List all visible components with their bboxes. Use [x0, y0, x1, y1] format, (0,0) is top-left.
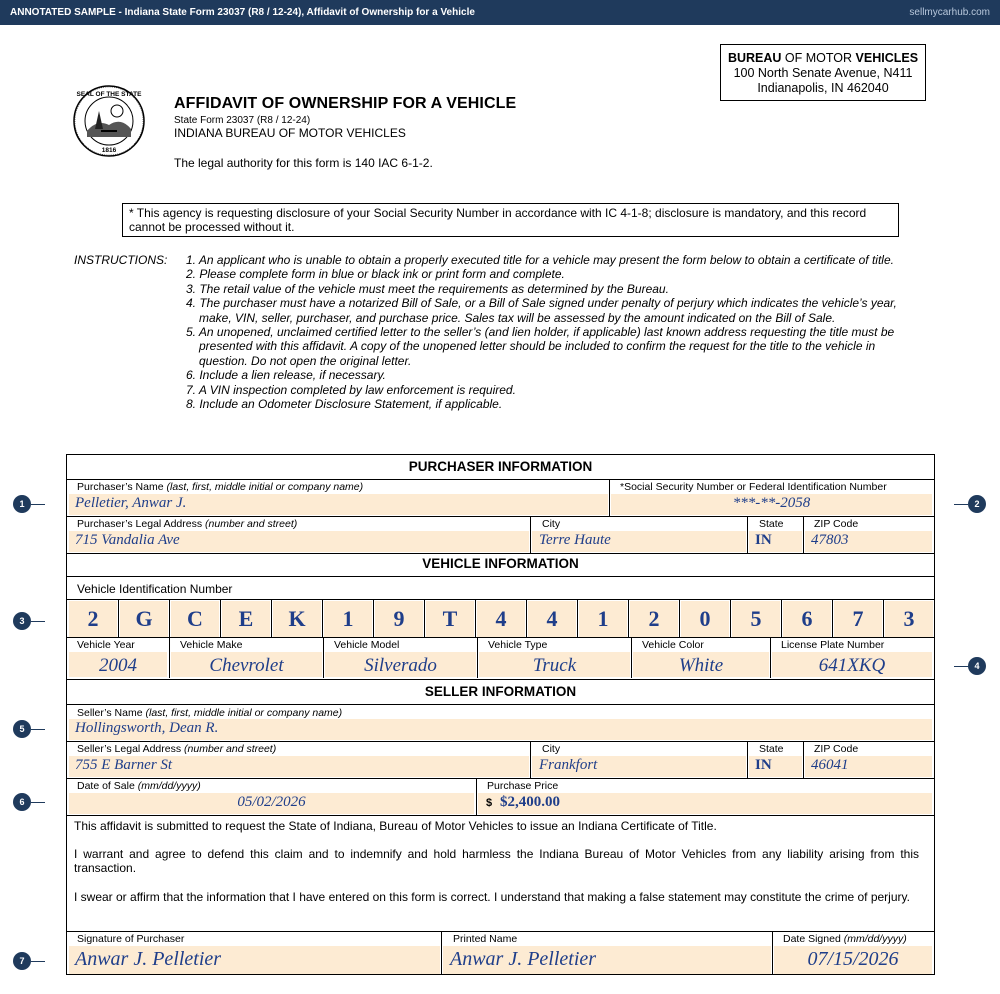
seller-address-value: 755 E Barner St	[75, 757, 173, 773]
purchaser-name-label: Purchaser’s Name (last, first, middle initial or company name)	[77, 481, 364, 493]
seller-address-label: Seller’s Legal Address (number and street)	[77, 743, 277, 755]
date-of-sale-label: Date of Sale (mm/dd/yyyy)	[77, 780, 201, 792]
purchaser-name-value: Pelletier, Anwar J.	[75, 495, 187, 511]
legal-authority: The legal authority for this form is 140 IAC 6-1-2.	[174, 156, 433, 170]
instruction-item: 8. Include an Odometer Disclosure Statement, if applicable.	[186, 397, 503, 412]
vehicle-model-label: Vehicle Model	[334, 639, 400, 651]
instruction-item: 4. The purchaser must have a notarized Bill of Sale, or a Bill of Sale signed under penalty of perjury which indicates the vehicle’s year, make, VIN, seller, purchaser, and purchase price. Sales tax will be assessed by the amount indicated on the Bill of Sale.	[186, 296, 897, 325]
printed-name-label: Printed Name	[453, 933, 518, 945]
annotation-marker-4: 4	[968, 657, 986, 675]
ssn-label: *Social Security Number or Federal Identification Number	[620, 481, 887, 493]
currency-symbol: $	[486, 797, 493, 809]
banner-title: ANNOTATED SAMPLE - Indiana State Form 23037 (R8 / 12-24), Affidavit of Ownership for a Vehicle	[10, 7, 475, 18]
vin-character[interactable]: 2	[630, 601, 678, 637]
instruction-item: 2. Please complete form in blue or black ink or print form and complete.	[186, 267, 565, 282]
purchaser-zip-label: ZIP Code	[814, 518, 859, 530]
instructions-list	[186, 253, 916, 411]
bmv-address-box: BUREAU OF MOTOR VEHICLES 100 North Senate Avenue, N411 Indianapolis, IN 462040	[720, 44, 926, 101]
svg-text:1816: 1816	[101, 147, 117, 154]
license-plate-label: License Plate Number	[781, 639, 885, 651]
bmv-street: 100 North Senate Avenue, N411	[733, 66, 913, 80]
printed-name-value: Anwar J. Pelletier	[450, 948, 597, 970]
seller-name-label: Seller’s Name (last, first, middle initial or company name)	[77, 707, 343, 719]
vin-character[interactable]: 0	[681, 601, 729, 637]
purchase-price-label: Purchase Price	[487, 780, 559, 792]
vin-character[interactable]: 4	[528, 601, 576, 637]
date-of-sale-value: 05/02/2026	[237, 794, 306, 810]
vehicle-type-value: Truck	[532, 655, 577, 676]
vin-character[interactable]: 1	[324, 601, 372, 637]
vehicle-color-label: Vehicle Color	[642, 639, 704, 651]
vin-character[interactable]: 6	[783, 601, 831, 637]
vehicle-color-value: White	[678, 655, 724, 676]
vin-character[interactable]: G	[120, 601, 168, 637]
seller-zip-value: 46041	[811, 757, 849, 773]
purchaser-address-value: 715 Vandalia Ave	[75, 532, 180, 548]
seller-city-label: City	[542, 743, 561, 755]
license-plate-value: 641XKQ	[818, 655, 886, 676]
vin-character[interactable]: 9	[375, 601, 423, 637]
vin-character[interactable]: C	[171, 601, 219, 637]
purchaser-section-heading: PURCHASER INFORMATION	[408, 459, 593, 474]
banner-site: sellmycarhub.com	[909, 7, 990, 18]
vin-character[interactable]: 3	[885, 601, 933, 637]
instruction-item: 5. An unopened, unclaimed certified letter to the seller’s (and lien holder, if applicable) last known address requesting the title must be presented with this affidavit. A copy of the unopened letter should be included to confirm the request for the title to the vehicle in question. Do not open the original letter.	[186, 325, 895, 368]
top-banner	[0, 0, 1000, 25]
ssn-value: ***-**-2058	[732, 495, 811, 511]
purchase-price-value: $2,400.00	[500, 794, 560, 810]
state-form-number: State Form 23037 (R8 / 12-24)	[174, 115, 311, 126]
bmv-city: Indianapolis, IN 462040	[757, 81, 889, 95]
instruction-item: 6. Include a lien release, if necessary.	[186, 368, 386, 383]
vehicle-year-label: Vehicle Year	[77, 639, 135, 651]
state-seal-icon	[73, 85, 145, 157]
affidavit-paragraph-3: I swear or affirm that the information that I have entered on this form is correct. I understand that making a false statement may constitute the crime of perjury.	[74, 890, 910, 904]
purchaser-city-value: Terre Haute	[539, 532, 611, 548]
affidavit-paragraph-2: I warrant and agree to defend this claim and to indemnify and hold harmless the Indiana Bureau of Motor Vehicles from any liability arising from this transaction.	[74, 847, 919, 875]
document-title: AFFIDAVIT OF OWNERSHIP FOR A VEHICLE	[174, 95, 517, 112]
seller-state-label: State	[759, 743, 784, 755]
vehicle-section-heading: VEHICLE INFORMATION	[422, 556, 579, 571]
vin-character[interactable]: 4	[477, 601, 525, 637]
instruction-item: 1. An applicant who is unable to obtain a properly executed title for a vehicle may present the form below to obtain a certificate of title.	[186, 253, 894, 267]
purchaser-address-label: Purchaser’s Legal Address (number and street)	[77, 518, 298, 530]
instruction-item: 7. A VIN inspection completed by law enforcement is required.	[186, 382, 516, 397]
affidavit-form	[66, 454, 935, 975]
purchaser-state-value: IN	[755, 532, 772, 548]
vin-character[interactable]: 7	[834, 601, 882, 637]
vin-character[interactable]: K	[273, 601, 321, 637]
annotation-marker-2: 2	[968, 495, 986, 513]
annotation-marker-3: 3	[13, 612, 31, 630]
affidavit-paragraph-1: This affidavit is submitted to request the State of Indiana, Bureau of Motor Vehicles to issue an Indiana Certificate of Title.	[74, 819, 717, 833]
signature-value: Anwar J. Pelletier	[75, 948, 222, 970]
vehicle-type-label: Vehicle Type	[488, 639, 548, 651]
vin-character[interactable]: 5	[732, 601, 780, 637]
vin-character[interactable]: T	[426, 601, 474, 637]
vehicle-model-value: Silverado	[364, 655, 437, 676]
vehicle-make-label: Vehicle Make	[180, 639, 243, 651]
annotation-marker-6: 6	[13, 793, 31, 811]
vin-character[interactable]: E	[222, 601, 270, 637]
seal-text: SEAL OF THE STATE	[76, 91, 142, 98]
purchaser-state-label: State	[759, 518, 784, 530]
seller-state-value: IN	[755, 757, 772, 773]
annotation-marker-5: 5	[13, 720, 31, 738]
vehicle-make-value: Chevrolet	[209, 655, 284, 676]
vehicle-year-value: 2004	[99, 655, 137, 676]
signature-label: Signature of Purchaser	[77, 933, 185, 945]
instruction-item: 3. The retail value of the vehicle must meet the requirements as determined by the Bureau.	[186, 281, 669, 296]
purchaser-zip-value: 47803	[811, 532, 849, 548]
purchaser-city-label: City	[542, 518, 561, 530]
agency-name: INDIANA BUREAU OF MOTOR VEHICLES	[174, 126, 406, 140]
date-signed-label: Date Signed (mm/dd/yyyy)	[783, 933, 907, 945]
seller-section-heading: SELLER INFORMATION	[424, 684, 577, 699]
vin-label: Vehicle Identification Number	[77, 582, 233, 596]
seller-name-value: Hollingsworth, Dean R.	[75, 720, 219, 736]
annotation-marker-1: 1	[13, 495, 31, 513]
document-header	[174, 95, 516, 140]
annotation-marker-7: 7	[13, 952, 31, 970]
date-signed-value: 07/15/2026	[807, 948, 899, 970]
vin-character[interactable]: 1	[579, 601, 627, 637]
ssn-disclosure-notice: * This agency is requesting disclosure of your Social Security Number in accordance with IC 4-1-8; disclosure is mandatory, and this record cannot be processed without it.	[122, 203, 899, 237]
seller-zip-label: ZIP Code	[814, 743, 859, 755]
seller-city-value: Frankfort	[539, 757, 598, 773]
vin-character[interactable]: 2	[69, 601, 117, 637]
instructions-label: INSTRUCTIONS:	[74, 253, 168, 267]
